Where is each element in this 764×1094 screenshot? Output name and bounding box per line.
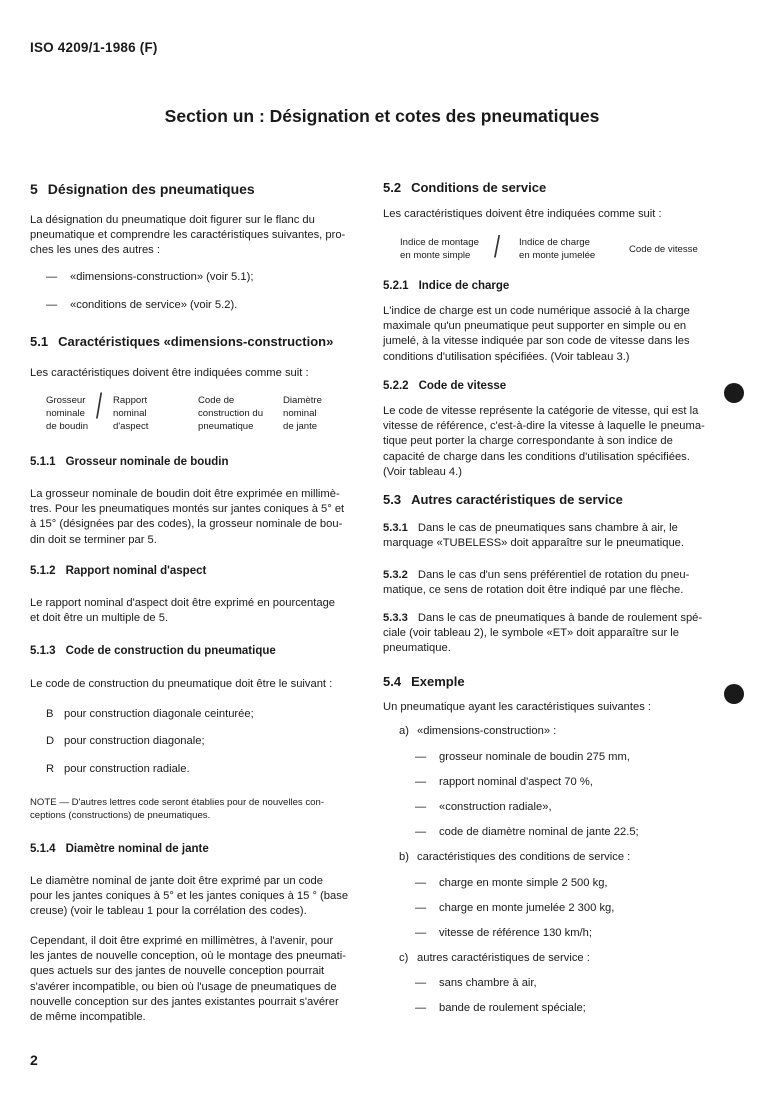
paragraph-5-3-1: 5.3.1 Dans le cas de pneumatiques sans chambre à air, le marquage «TUBELESS» doit apparaître sur le pneumatique. <box>383 522 684 550</box>
document-reference: ISO 4209/1-1986 (F) <box>30 40 158 55</box>
paragraph-5-3-3: 5.3.3 Dans le cas de pneumatiques à bande de roulement spé- ciale (voir tableau 2), le symbole «ET» doit apparaître sur le pneumatique. <box>383 612 703 655</box>
service-table-cell: Code de vitesse <box>629 244 698 255</box>
list-item: — charge en monte jumelée 2 300 kg, <box>415 902 615 914</box>
designation-table-cell: Diamètre nominal de jante <box>283 395 322 432</box>
paragraph-5-1-4-b: Cependant, il doit être exprimé en millimètres, à l'avenir, pour les jantes de nouvelle conception, où le montage des pneumati- ques actuels sur des jantes de nouvelle conception pourrait s'avérer incompatible, ou bien où l'usage de pneumatiques de nouvelle conception sur des jantes existantes pourrait s'avérer de même incompatible. <box>30 935 346 1024</box>
example-group-c: c) autres caractéristiques de service : <box>399 952 590 964</box>
example-group-a: a) «dimensions-construction» : <box>399 725 557 737</box>
heading-5: 5 Désignation des pneumatiques <box>30 181 255 197</box>
heading-5-1-2: 5.1.2 Rapport nominal d'aspect <box>30 565 207 577</box>
paragraph-5-1-2: Le rapport nominal d'aspect doit être exprimé en pourcentage et doit être un multiple de 5. <box>30 597 336 625</box>
heading-5-1-1: 5.1.1 Grosseur nominale de boudin <box>30 456 229 468</box>
list-item: D pour construction diagonale; <box>46 735 205 747</box>
paragraph-5-2-1: L'indice de charge est un code numérique associé à la charge maximale qu'un pneumatique peut supporter en simple ou en jumelé, à la vitesse indiquée par son code de vitesse dans les conditions d'utilisation spécifiées. (Voir tableau 3.) <box>383 305 690 363</box>
list-item: — code de diamètre nominal de jante 22.5; <box>415 826 639 838</box>
paragraph-5-3-2: 5.3.2 Dans le cas d'un sens préférentiel de rotation du pneu- matique, ce sens de rotation doit être indiqué par une flèche. <box>383 569 690 597</box>
heading-5-2-2: 5.2.2 Code de vitesse <box>383 380 507 392</box>
list-item: — «dimensions-construction» (voir 5.1); <box>46 271 254 283</box>
paragraph-5-2-2: Le code de vitesse représente la catégorie de vitesse, qui est la vitesse de référence, c'est-à-dire la vitesse à laquelle le pneuma- tique peut porter la charge correspondante à son indice de capacité de charge dans les conditions d'utilisation spécifiées. (Voir tableau 4.) <box>383 405 705 478</box>
heading-5-4: 5.4 Exemple <box>383 674 465 689</box>
punch-hole-mark <box>724 383 744 403</box>
service-table-cell: Indice de montage en monte simple <box>400 237 479 261</box>
list-item: — grosseur nominale de boudin 275 mm, <box>415 751 630 763</box>
punch-hole-mark <box>724 684 744 704</box>
heading-5-2: 5.2 Conditions de service <box>383 180 547 195</box>
heading-5-3: 5.3 Autres caractéristiques de service <box>383 492 623 507</box>
paragraph-5-1-4-a: Le diamètre nominal de jante doit être exprimé par un code pour les jantes coniques à 5° et les jantes coniques à 15 ° (base creuse) (voir le tableau 1 pour la corrélation des codes). <box>30 875 349 918</box>
paragraph-5-1-3: Le code de construction du pneumatique doit être le suivant : <box>30 678 333 690</box>
list-item: — sans chambre à air, <box>415 977 537 989</box>
paragraph-5-1: Les caractéristiques doivent être indiquées comme suit : <box>30 367 309 379</box>
list-item: — charge en monte simple 2 500 kg, <box>415 877 608 889</box>
paragraph-5-1-1: La grosseur nominale de boudin doit être exprimée en millimè- tres. Pour les pneumatiques montés sur jantes coniques à 5° et à 15° (désignées par des codes), la grosseur nominale de bou- din doit se terminer par 5. <box>30 488 345 546</box>
separator-slash: / <box>96 386 103 427</box>
list-item: — «construction radiale», <box>415 801 552 813</box>
list-item: — «conditions de service» (voir 5.2). <box>46 299 238 311</box>
list-item: B pour construction diagonale ceinturée; <box>46 708 254 720</box>
section-title: Section un : Désignation et cotes des pneumatiques <box>164 106 600 126</box>
paragraph-5-4: Un pneumatique ayant les caractéristiques suivantes : <box>383 701 652 713</box>
heading-5-1-4: 5.1.4 Diamètre nominal de jante <box>30 843 209 855</box>
list-item: — vitesse de référence 130 km/h; <box>415 927 592 939</box>
note: NOTE — D'autres lettres code seront établies pour de nouvelles con- ceptions (constructions) de pneumatiques. <box>30 797 325 821</box>
designation-table-cell: Rapport nominal d'aspect <box>113 395 149 432</box>
service-table-cell: Indice de charge en monte jumelée <box>519 237 596 261</box>
designation-table-cell: Code de construction du pneumatique <box>198 395 264 432</box>
heading-5-1-3: 5.1.3 Code de construction du pneumatique <box>30 645 276 657</box>
list-item: R pour construction radiale. <box>46 763 190 775</box>
page-number: 2 <box>30 1052 38 1068</box>
list-item: — bande de roulement spéciale; <box>415 1002 586 1014</box>
paragraph-5: La désignation du pneumatique doit figurer sur le flanc du pneumatique et comprendre les caractéristiques suivantes, pro- ches les unes des autres : <box>30 214 346 257</box>
heading-5-2-1: 5.2.1 Indice de charge <box>383 280 510 292</box>
paragraph-5-2: Les caractéristiques doivent être indiquées comme suit : <box>383 208 662 220</box>
example-group-b: b) caractéristiques des conditions de service : <box>399 851 631 863</box>
separator-slash: / <box>494 228 501 264</box>
designation-table-cell: Grosseur nominale de boudin <box>46 395 89 432</box>
list-item: — rapport nominal d'aspect 70 %, <box>415 776 593 788</box>
heading-5-1: 5.1 Caractéristiques «dimensions-construction» <box>30 334 334 349</box>
